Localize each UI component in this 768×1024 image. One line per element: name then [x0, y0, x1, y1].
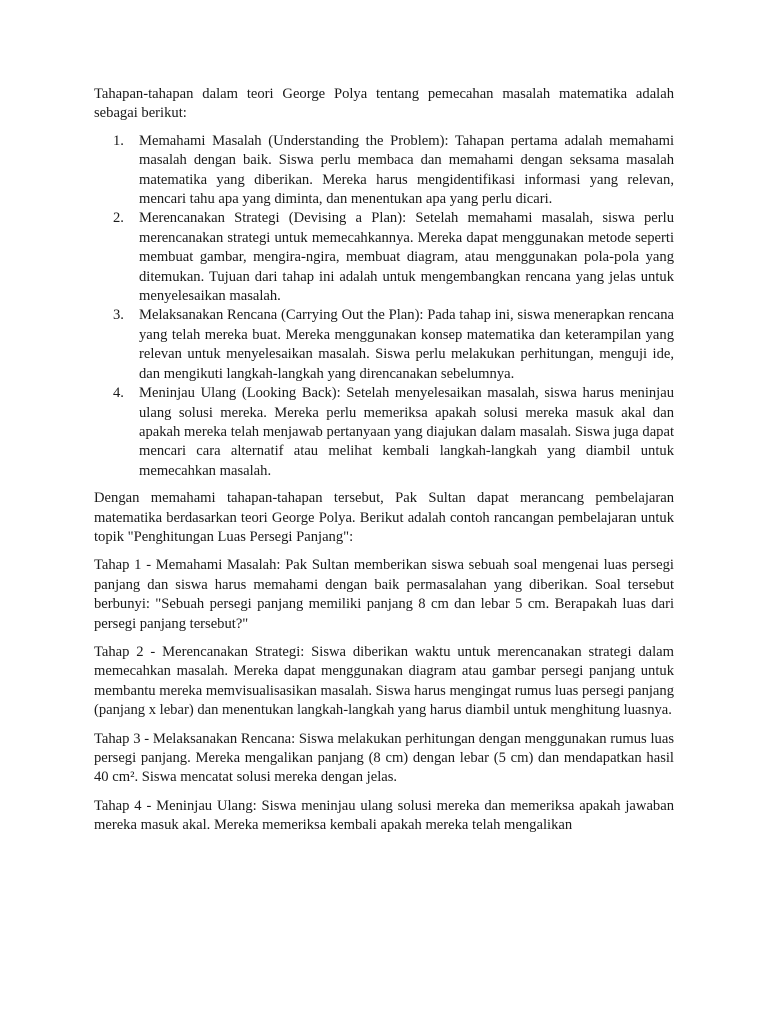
list-item-text: Memahami Masalah (Understanding the Problem): Tahapan pertama adalah memahami masalah dengan baik. Siswa perlu membaca dan memahami dengan seksama masalah matematika yang diberikan. Mereka harus mengidentifikasi informasi yang relevan, mencari tahu apa yang diminta, dan menentukan apa yang perlu dicari. [139, 132, 674, 208]
intro-paragraph: Tahapan-tahapan dalam teori George Polya tentang pemecahan masalah matematika adalah sebagai berikut: [94, 86, 674, 122]
list-number: 2. [113, 210, 124, 227]
document-page [94, 85, 674, 836]
stage-3-paragraph: Tahap 3 - Melaksanakan Rencana: Siswa melakukan perhitungan dengan menggunakan rumus luas persegi panjang. Mereka mengalikan panjang (8 cm) dengan lebar (5 cm) dan mendapatkan hasil 40 cm². Siswa mencatat solusi mereka dengan jelas. [94, 730, 674, 786]
list-item-text: Meninjau Ulang (Looking Back): Setelah menyelesaikan masalah, siswa harus meninjau ulang solusi mereka. Mereka perlu memeriksa apakah solusi mereka masuk akal dan apakah mereka telah menjawab pertanyaan yang diajukan dalam masalah. Siswa juga dapat mencari cara alternatif atau melihat kembali langkah-langkah yang diambil untuk memecahkan masalah. [139, 385, 674, 479]
stage-2-paragraph: Tahap 2 - Merencanakan Strategi: Siswa diberikan waktu untuk merencanakan strategi dalam memecahkan masalah. Mereka dapat menggunakan diagram atau gambar persegi panjang untuk membantu mereka memvisualisasikan masalah. Siswa harus mengingat rumus luas persegi panjang (panjang x lebar) dan menentukan langkah-langkah yang harus diambil untuk menghitung luasnya. [94, 643, 674, 719]
stage-1-paragraph: Tahap 1 - Memahami Masalah: Pak Sultan memberikan siswa sebuah soal mengenai luas persegi panjang dan siswa harus memahami dengan baik permasalahan yang diberikan. Soal tersebut berbunyi: "Sebuah persegi panjang memiliki panjang 8 cm dan lebar 5 cm. Berapakah luas dari persegi panjang tersebut?" [94, 557, 674, 632]
list-number: 3. [113, 307, 124, 324]
list-number: 1. [113, 132, 124, 149]
list-number: 4. [113, 385, 124, 402]
list-item-step-2 [94, 209, 674, 306]
summary-paragraph: Dengan memahami tahapan-tahapan tersebut, Pak Sultan dapat merancang pembelajaran matematika berdasarkan teori George Polya. Berikut adalah contoh rancangan pembelajaran untuk topik "Penghitungan Luas Persegi Panjang": [94, 490, 674, 545]
list-item-step-1 [94, 132, 674, 210]
stage-4-paragraph: Tahap 4 - Meninjau Ulang: Siswa meninjau ulang solusi mereka dan memeriksa apakah jawaban mereka masuk akal. Mereka memeriksa kembali apakah mereka telah mengalikan [94, 797, 674, 834]
list-item-text: Melaksanakan Rencana (Carrying Out the Plan): Pada tahap ini, siswa menerapkan rencana yang telah mereka buat. Mereka menggunakan konsep matematika dan keterampilan yang relevan untuk menyelesaikan masalah. Siswa perlu melakukan perhitungan, menguji ide, dan mengikuti langkah-langkah yang direncanakan sebelumnya. [139, 307, 674, 382]
polya-steps-list [94, 132, 674, 481]
list-item-text: Merencanakan Strategi (Devising a Plan): Setelah memahami masalah, siswa perlu merencanakan strategi untuk memecahkannya. Mereka dapat menggunakan metode seperti membuat gambar, mengira-ngira, membuat diagram, atau menggunakan pola-pola yang ditemukan. Tujuan dari tahap ini adalah untuk mengembangkan rencana yang jelas untuk menyelesaikan masalah. [139, 210, 674, 305]
list-item-step-4 [94, 384, 674, 481]
list-item-step-3 [94, 306, 674, 384]
